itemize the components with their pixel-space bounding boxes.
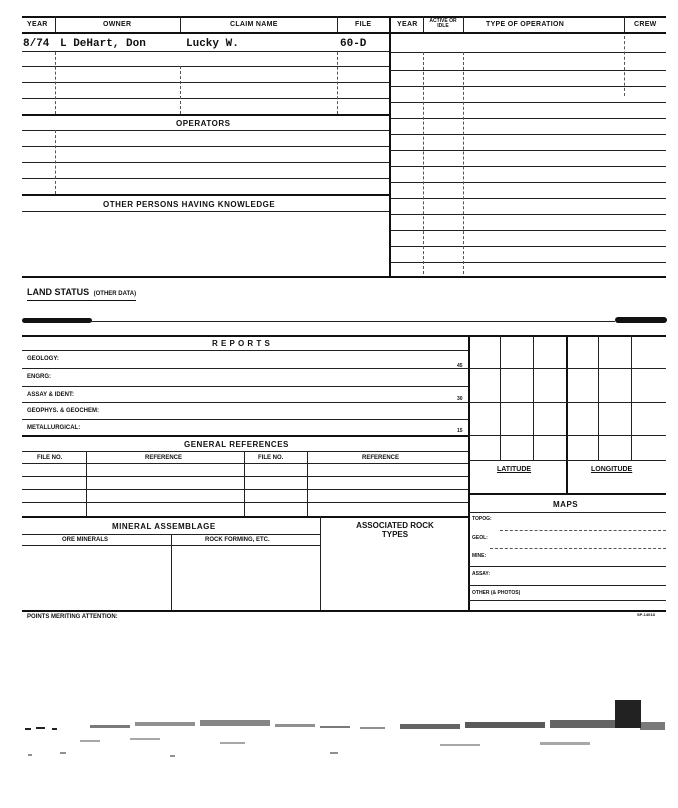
rule [171,534,172,610]
rule [624,36,625,96]
rule [566,335,568,493]
rule [390,150,666,151]
rule [468,512,666,513]
rule [22,402,468,403]
entry-owner: L DeHart, Don [60,38,146,50]
report-engrg-label: ENGRG: [27,374,51,380]
rule [55,52,56,114]
header-owner: OWNER [103,21,132,28]
report-assay-label: ASSAY & IDENT: [27,392,75,398]
longitude-label: LONGITUDE [591,466,633,473]
rule [22,211,389,212]
rule [22,162,389,163]
rule [22,451,468,452]
gr-col-reference: REFERENCE [145,455,183,461]
rule [22,386,468,387]
rule [337,16,338,32]
rule [390,262,666,263]
ma-col-rock-forming: ROCK FORMING, ETC. [205,537,270,543]
rule [337,52,338,114]
report-geology-num: 45 [457,363,463,369]
ink-smudge [22,318,92,323]
operators-title: OPERATORS [176,119,231,128]
rule [55,16,56,32]
rule [22,98,389,99]
rule [22,350,468,351]
land-status-subtitle: (OTHER DATA) [93,291,137,297]
reports-title: R E P O R T S [212,339,271,348]
rule [22,463,468,464]
rule [22,476,468,477]
maps-geol-label: GEOL: [472,535,488,541]
rule [390,166,666,167]
report-geology-label: GEOLOGY: [27,356,59,362]
gr-col-file-no: FILE NO. [37,455,63,461]
gr-col-reference-2: REFERENCE [362,455,400,461]
report-metallurgical-label: METALLURGICAL: [27,425,81,431]
associated-rock-types: ASSOCIATED ROCK TYPES [356,521,434,539]
rule [180,66,181,114]
land-status-heading [27,282,136,301]
rule [500,530,666,531]
report-assay-num: 30 [457,396,463,402]
entry-claim-name: Lucky W. [186,38,239,50]
rule [307,451,308,516]
general-references-title: GENERAL REFERENCES [184,440,289,449]
rule [468,493,666,495]
ink-smudge [615,317,667,323]
maps-other-label: OTHER (& PHOTOS) [472,590,521,596]
rule [468,335,470,610]
rule [468,368,666,369]
rule [631,335,632,460]
rule [423,52,424,274]
rule [390,102,666,103]
rule [22,66,389,67]
rule [22,419,468,420]
points-meriting-attention: POINTS MERITING ATTENTION: [27,614,118,620]
rule [22,435,468,437]
latitude-label: LATITUDE [497,466,532,473]
report-geophys-label: GEOPHYS. & GEOCHEM: [27,408,100,414]
maps-mine-label: MINE: [472,553,487,559]
rule [463,52,464,274]
report-metallurgical-num: 15 [457,428,463,434]
rule [55,130,56,194]
entry-year: 8/74 [23,38,50,50]
land-status-title: LAND STATUS [27,287,90,297]
rule [22,114,389,116]
rule [22,610,666,612]
rule [22,335,666,337]
maps-title: MAPS [553,500,579,509]
header-type-of-operation: TYPE OF OPERATION [486,21,565,28]
rule [624,16,625,32]
rule [463,16,464,32]
rule [598,335,599,460]
rule [468,435,666,436]
header-year: YEAR [27,21,48,28]
rule [244,451,245,516]
rule [468,402,666,403]
mineral-assemblage-title: MINERAL ASSEMBLAGE [112,522,216,531]
rule [22,178,389,179]
rule [390,118,666,119]
rule [22,82,389,83]
ma-col-ore-minerals: ORE MINERALS [62,537,109,543]
rule [533,335,534,460]
maps-assay-label: ASSAY: [472,571,491,577]
rule [468,600,666,601]
rule [22,489,468,490]
rule [22,194,389,196]
scan-noise [20,700,670,760]
rule [468,460,666,461]
rule [390,214,666,215]
entry-file: 60-D [340,38,367,50]
gr-col-file-no-2: FILE NO. [258,455,284,461]
rule [22,516,468,518]
rule [86,451,87,516]
header-year-right: YEAR [397,21,418,28]
rule [389,16,391,276]
rule [320,516,321,610]
rule [390,182,666,183]
rule [22,16,666,18]
rule [390,198,666,199]
header-claim-name: CLAIM NAME [230,21,278,28]
rule [390,230,666,231]
rule [490,548,666,549]
rule [390,134,666,135]
rule [423,16,424,32]
rule [22,51,389,52]
other-persons-title: OTHER PERSONS HAVING KNOWLEDGE [103,200,276,209]
rule [390,246,666,247]
rule [22,368,468,369]
rule [22,276,666,278]
rule [180,16,181,32]
header-crew: CREW [634,21,657,28]
rule [500,335,501,460]
rule [22,502,468,503]
rule [90,321,615,322]
header-active-or-idle: ACTIVE OR IDLE [429,18,457,29]
rule [468,566,666,567]
form-code: SP-14018 [637,612,655,617]
rule [22,146,389,147]
rule [22,130,389,131]
maps-topog-label: TOPOG: [472,516,492,522]
rule [22,32,666,34]
rule [468,585,666,586]
header-file: FILE [355,21,372,28]
